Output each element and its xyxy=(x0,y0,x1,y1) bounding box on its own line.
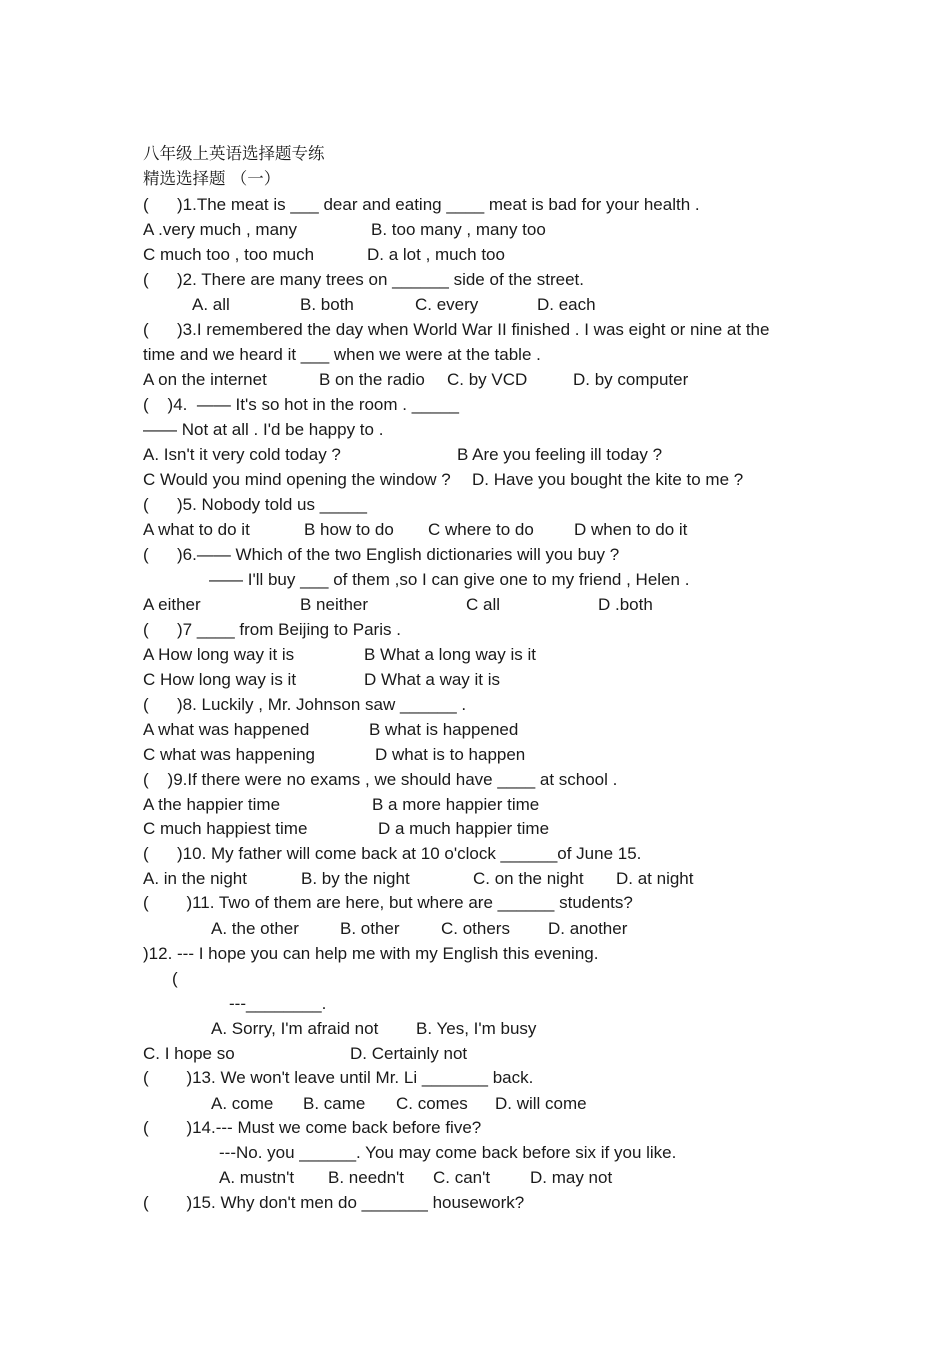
question-13-option-a: A. come xyxy=(211,1094,274,1113)
question-2-option-d: D. each xyxy=(537,295,596,314)
question-4-option-c: C Would you mind opening the window ? xyxy=(143,470,451,489)
question-12-option-d: D. Certainly not xyxy=(350,1044,468,1063)
page-title: 八年级上英语选择题专练 xyxy=(143,144,325,163)
question-1-option-b: B. too many , many too xyxy=(371,220,546,239)
question-14-option-b: B. needn't xyxy=(328,1168,405,1187)
question-10-option-c: C. on the night xyxy=(473,869,584,888)
question-4-option-d: D. Have you bought the kite to me ? xyxy=(472,470,744,489)
question-1-option-c: C much too , too much xyxy=(143,245,315,264)
question-12-stem: )12. --- I hope you can help me with my English this evening. xyxy=(143,944,599,963)
question-8-option-c: C what was happening xyxy=(143,745,316,764)
question-12-option-a: A. Sorry, I'm afraid not xyxy=(211,1019,379,1038)
question-12-option-c: C. I hope so xyxy=(143,1044,235,1063)
question-12-reply: ---________. xyxy=(229,994,327,1013)
question-8-option-b: B what is happened xyxy=(369,720,519,739)
question-14-option-a: A. mustn't xyxy=(219,1168,295,1187)
question-10-option-d: D. at night xyxy=(616,869,694,888)
question-6-option-c: C all xyxy=(466,595,501,614)
question-6-stem: ( )6.—— Which of the two English dictionaries will you buy ? xyxy=(143,545,620,564)
section-subtitle: 精选选择题 （一） xyxy=(143,169,281,188)
question-9-option-d: D a much happier time xyxy=(378,819,550,838)
question-2-option-a: A. all xyxy=(192,295,230,314)
question-3-option-c: C. by VCD xyxy=(447,370,528,389)
question-3-stem-continued: time and we heard it ___ when we were at the table . xyxy=(143,345,541,364)
question-1-option-a: A .very much , many xyxy=(143,220,297,239)
question-2-option-c: C. every xyxy=(415,295,479,314)
question-10-option-b: B. by the night xyxy=(301,869,410,888)
question-3-stem: ( )3.I remembered the day when World War II finished . I was eight or nine at the xyxy=(143,320,770,339)
question-8-option-a: A what was happened xyxy=(143,720,310,739)
question-8-option-d: D what is to happen xyxy=(375,745,526,764)
question-11-option-d: D. another xyxy=(548,919,628,938)
question-5-stem: ( )5. Nobody told us _____ xyxy=(143,495,367,514)
question-4-option-b: B Are you feeling ill today ? xyxy=(457,445,663,464)
question-6-option-b: B neither xyxy=(300,595,369,614)
question-4-reply: —— Not at all . I'd be happy to . xyxy=(143,420,384,439)
question-7-option-d: D What a way it is xyxy=(364,670,501,689)
question-7-option-a: A How long way it is xyxy=(143,645,295,664)
question-8-stem: ( )8. Luckily , Mr. Johnson saw ______ . xyxy=(143,695,467,714)
question-11-option-a: A. the other xyxy=(211,919,299,938)
question-7-option-b: B What a long way is it xyxy=(364,645,536,664)
question-11-option-c: C. others xyxy=(441,919,510,938)
question-13-option-b: B. came xyxy=(303,1094,366,1113)
question-5-option-a: A what to do it xyxy=(143,520,250,539)
question-3-option-a: A on the internet xyxy=(143,370,267,389)
question-6-option-d: D .both xyxy=(598,595,653,614)
question-10-option-a: A. in the night xyxy=(143,869,247,888)
question-2-option-b: B. both xyxy=(300,295,354,314)
question-11-option-b: B. other xyxy=(340,919,400,938)
question-3-option-d: D. by computer xyxy=(573,370,689,389)
question-6-reply: —— I'll buy ___ of them ,so I can give one to my friend , Helen . xyxy=(209,570,690,589)
question-4-stem: ( )4. —— It's so hot in the room . _____ xyxy=(143,395,459,414)
question-9-option-c: C much happiest time xyxy=(143,819,308,838)
question-12-option-b: B. Yes, I'm busy xyxy=(416,1019,537,1038)
question-5-option-c: C where to do xyxy=(428,520,534,539)
question-15-stem: ( )15. Why don't men do _______ housework? xyxy=(143,1193,525,1212)
question-3-option-b: B on the radio xyxy=(319,370,425,389)
question-5-option-b: B how to do xyxy=(304,520,394,539)
question-6-option-a: A either xyxy=(143,595,201,614)
question-10-stem: ( )10. My father will come back at 10 o'clock ______of June 15. xyxy=(143,844,642,863)
question-13-stem: ( )13. We won't leave until Mr. Li _______ back. xyxy=(143,1068,534,1087)
question-5-option-d: D when to do it xyxy=(574,520,688,539)
question-2-stem: ( )2. There are many trees on ______ side of the street. xyxy=(143,270,584,289)
question-9-option-b: B a more happier time xyxy=(372,795,540,814)
question-1-option-d: D. a lot , much too xyxy=(367,245,505,264)
question-11-stem: ( )11. Two of them are here, but where are ______ students? xyxy=(143,893,633,912)
question-9-stem: ( )9.If there were no exams , we should have ____ at school . xyxy=(143,770,618,789)
question-7-option-c: C How long way is it xyxy=(143,670,297,689)
question-1-stem: ( )1.The meat is ___ dear and eating ____ meat is bad for your health . xyxy=(143,195,700,214)
question-4-option-a: A. Isn't it very cold today ? xyxy=(143,445,341,464)
question-14-option-d: D. may not xyxy=(530,1168,613,1187)
question-13-option-c: C. comes xyxy=(396,1094,468,1113)
question-13-option-d: D. will come xyxy=(495,1094,587,1113)
question-7-stem: ( )7 ____ from Beijing to Paris . xyxy=(143,620,401,639)
question-12-answer-paren: ( xyxy=(172,969,178,988)
question-14-option-c: C. can't xyxy=(433,1168,491,1187)
question-14-reply: ---No. you ______. You may come back before six if you like. xyxy=(219,1143,677,1162)
question-14-stem: ( )14.--- Must we come back before five? xyxy=(143,1118,482,1137)
question-9-option-a: A the happier time xyxy=(143,795,281,814)
